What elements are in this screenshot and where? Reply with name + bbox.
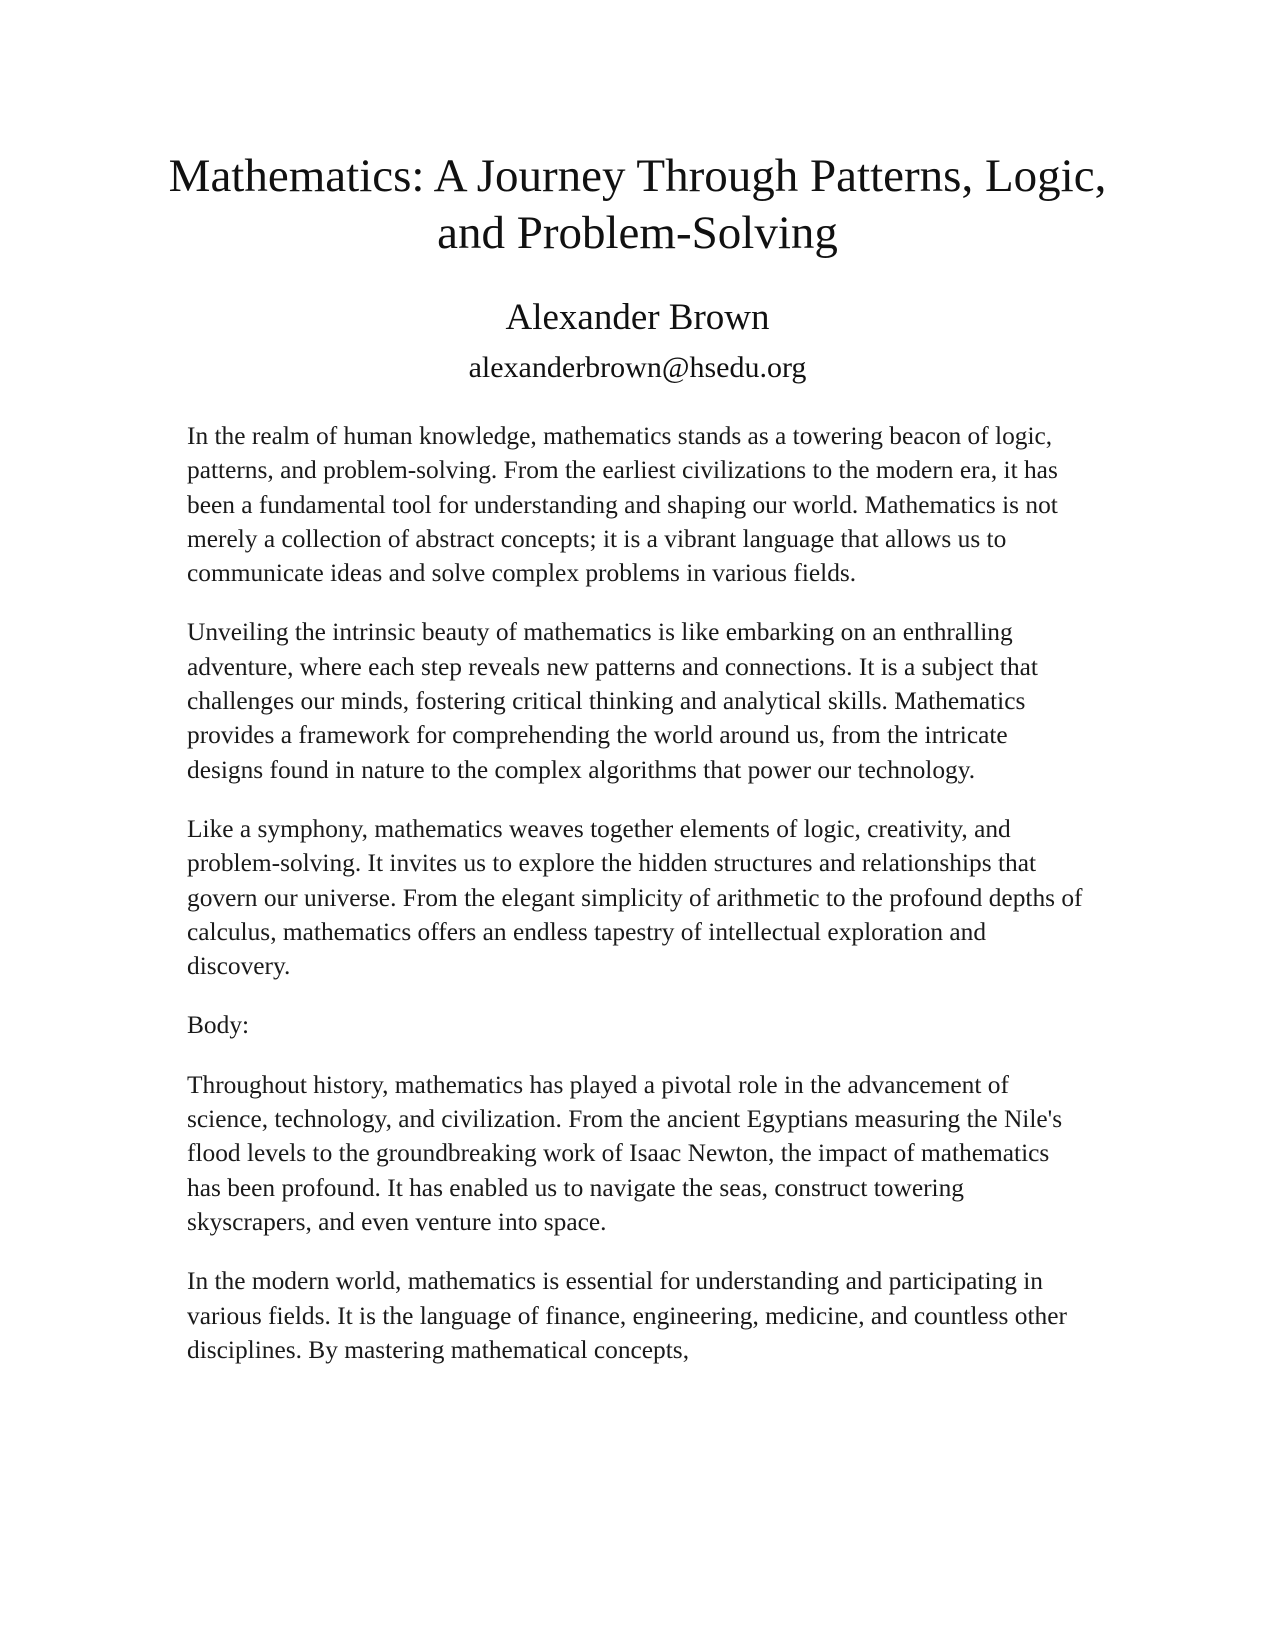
section-label-body: Body: [187, 1011, 250, 1040]
author-email: alexanderbrown@hsedu.org [468, 351, 807, 384]
paragraph-body-1: Throughout history, mathematics has played a pivotal role in the advancement of science, technology, and civilization. From the ancient Egyptians measuring the Nile's flood levels to the groundbreaking work of Isaac Newton, the impact of mathematics has been profound. It has enabled us to navigate the seas, construct towering skyscrapers, and even venture into space. [187, 1070, 1063, 1236]
title-block [150, 148, 1125, 262]
paragraph-intro-3: Like a symphony, mathematics weaves together elements of logic, creativity, and problem-solving. It invites us to explore the hidden structures and relationships that govern our universe. From the elegant simplicity of arithmetic to the profound depths of calculus, mathematics offers an endless tapestry of intellectual exploration and discovery. [187, 814, 1083, 981]
author-name: Alexander Brown [505, 297, 770, 338]
document-title: Mathematics: A Journey Through Patterns, Logic, and Problem-Solving [168, 150, 1107, 259]
paragraph-intro-2: Unveiling the intrinsic beauty of mathematics is like embarking on an enthralling adventure, where each step reveals new patterns and connections. It is a subject that challenges our minds, fostering critical thinking and analytical skills. Mathematics provides a framework for comprehending the world around us, from the intricate designs found in nature to the complex algorithms that power our technology. [187, 618, 1038, 784]
paragraph-intro-1: In the realm of human knowledge, mathematics stands as a towering beacon of logic, patterns, and problem-solving. From the earliest civilizations to the modern era, it has been a fundamental tool for understanding and shaping our world. Mathematics is not merely a collection of abstract concepts; it is a vibrant language that allows us to communicate ideas and solve complex problems in various fields. [187, 422, 1058, 588]
document-body [187, 419, 1087, 1392]
paragraph-body-2: In the modern world, mathematics is essential for understanding and participating in various fields. It is the language of finance, engineering, medicine, and countless other disciplines. By mastering mathematical concepts, [187, 1267, 1067, 1364]
